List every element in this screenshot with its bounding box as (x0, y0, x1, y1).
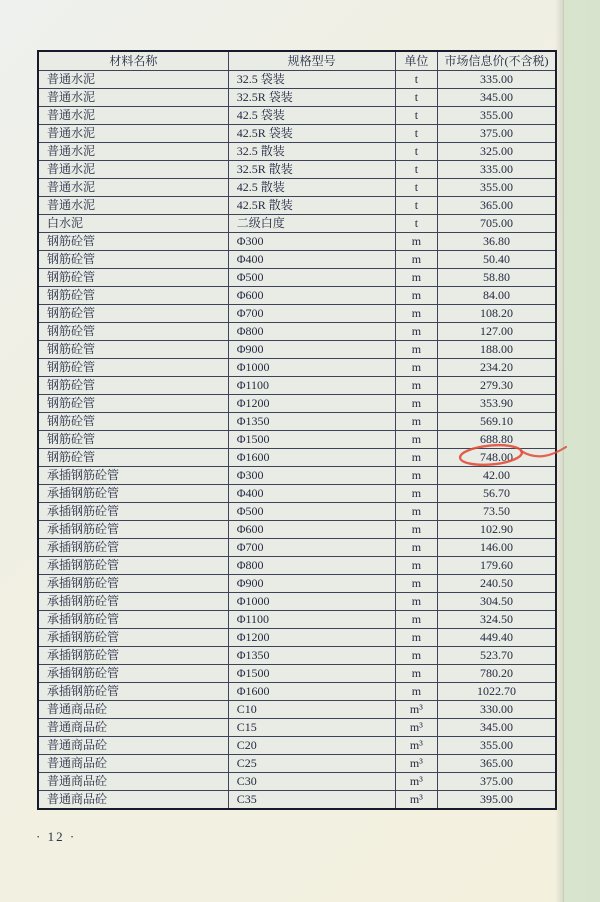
cell-unit: m³ (395, 701, 437, 719)
cell-spec-model: 42.5R 散装 (228, 197, 395, 215)
cell-material-name: 钢筋砼管 (38, 233, 228, 251)
cell-market-price: 324.50 (438, 611, 556, 629)
cell-market-price: 335.00 (438, 161, 556, 179)
cell-market-price: 108.20 (438, 305, 556, 323)
table-row (38, 701, 556, 719)
cell-market-price: 325.00 (438, 143, 556, 161)
cell-unit: t (395, 179, 437, 197)
cell-unit: m (395, 593, 437, 611)
cell-market-price: 234.20 (438, 359, 556, 377)
cell-unit: m (395, 647, 437, 665)
cell-spec-model: Φ700 (228, 305, 395, 323)
cell-market-price: 345.00 (438, 719, 556, 737)
cell-material-name: 钢筋砼管 (38, 269, 228, 287)
cell-material-name: 钢筋砼管 (38, 323, 228, 341)
cell-spec-model: Φ600 (228, 521, 395, 539)
cell-unit: m (395, 629, 437, 647)
cell-spec-model: Φ1500 (228, 665, 395, 683)
cell-market-price: 73.50 (438, 503, 556, 521)
table-row (38, 89, 556, 107)
cell-material-name: 普通水泥 (38, 125, 228, 143)
cell-material-name: 普通商品砼 (38, 755, 228, 773)
cell-unit: t (395, 71, 437, 89)
cell-spec-model: Φ1200 (228, 395, 395, 413)
cell-market-price: 688.80 (438, 431, 556, 449)
cell-material-name: 钢筋砼管 (38, 395, 228, 413)
cell-unit: m (395, 683, 437, 701)
cell-material-name: 普通商品砼 (38, 719, 228, 737)
table-row (38, 377, 556, 395)
cell-market-price: 780.20 (438, 665, 556, 683)
cell-unit: m³ (395, 737, 437, 755)
cell-material-name: 普通水泥 (38, 107, 228, 125)
cell-spec-model: C35 (228, 791, 395, 810)
cell-material-name: 承插钢筋砼管 (38, 683, 228, 701)
table-row (38, 503, 556, 521)
cell-material-name: 承插钢筋砼管 (38, 521, 228, 539)
cell-material-name: 普通商品砼 (38, 701, 228, 719)
cell-market-price: 569.10 (438, 413, 556, 431)
cell-unit: m (395, 575, 437, 593)
cell-unit: t (395, 125, 437, 143)
table-row (38, 593, 556, 611)
cell-unit: m (395, 305, 437, 323)
cell-spec-model: C15 (228, 719, 395, 737)
cell-material-name: 承插钢筋砼管 (38, 647, 228, 665)
cell-market-price: 304.50 (438, 593, 556, 611)
table-row (38, 107, 556, 125)
cell-spec-model: Φ1500 (228, 431, 395, 449)
cell-material-name: 普通水泥 (38, 71, 228, 89)
header-material-name: 材料名称 (38, 51, 228, 71)
cell-unit: m (395, 377, 437, 395)
cell-material-name: 承插钢筋砼管 (38, 611, 228, 629)
cell-spec-model: Φ500 (228, 269, 395, 287)
table-row (38, 269, 556, 287)
header-unit: 单位 (395, 51, 437, 71)
table-row (38, 431, 556, 449)
cell-unit: t (395, 143, 437, 161)
cell-material-name: 普通水泥 (38, 161, 228, 179)
cell-spec-model: 二级白度 (228, 215, 395, 233)
cell-market-price: 365.00 (438, 197, 556, 215)
cell-unit: m (395, 521, 437, 539)
cell-spec-model: Φ600 (228, 287, 395, 305)
table-row (38, 791, 556, 810)
table-row (38, 629, 556, 647)
cell-unit: m (395, 665, 437, 683)
cell-unit: m³ (395, 719, 437, 737)
cell-spec-model: 32.5R 袋装 (228, 89, 395, 107)
cell-material-name: 普通水泥 (38, 197, 228, 215)
table-row (38, 305, 556, 323)
header-market-price: 市场信息价(不含税) (438, 51, 556, 71)
cell-unit: m (395, 233, 437, 251)
table-row (38, 323, 556, 341)
cell-market-price: 375.00 (438, 125, 556, 143)
table-row (38, 575, 556, 593)
cell-spec-model: Φ1100 (228, 611, 395, 629)
cell-market-price: 395.00 (438, 791, 556, 810)
cell-market-price: 36.80 (438, 233, 556, 251)
cell-spec-model: Φ800 (228, 323, 395, 341)
cell-unit: t (395, 215, 437, 233)
cell-unit: m (395, 287, 437, 305)
cell-market-price: 705.00 (438, 215, 556, 233)
cell-material-name: 钢筋砼管 (38, 305, 228, 323)
cell-unit: m (395, 395, 437, 413)
table-row (38, 773, 556, 791)
cell-unit: m (395, 431, 437, 449)
cell-unit: m (395, 611, 437, 629)
table-row (38, 521, 556, 539)
cell-market-price: 127.00 (438, 323, 556, 341)
cell-unit: m (395, 323, 437, 341)
cell-market-price: 345.00 (438, 89, 556, 107)
cell-unit: m (395, 269, 437, 287)
cell-unit: m (395, 557, 437, 575)
cell-spec-model: C25 (228, 755, 395, 773)
table-row (38, 647, 556, 665)
cell-spec-model: 42.5R 袋装 (228, 125, 395, 143)
cell-unit: t (395, 89, 437, 107)
table-row (38, 755, 556, 773)
cell-material-name: 普通商品砼 (38, 737, 228, 755)
table-row (38, 395, 556, 413)
cell-material-name: 普通商品砼 (38, 773, 228, 791)
cell-unit: m (395, 413, 437, 431)
table-row (38, 71, 556, 89)
table-row (38, 251, 556, 269)
cell-spec-model: Φ1100 (228, 377, 395, 395)
cell-material-name: 钢筋砼管 (38, 287, 228, 305)
cell-spec-model: Φ800 (228, 557, 395, 575)
cell-spec-model: Φ300 (228, 467, 395, 485)
table-row (38, 557, 556, 575)
cell-market-price: 279.30 (438, 377, 556, 395)
cell-market-price: 375.00 (438, 773, 556, 791)
cell-material-name: 承插钢筋砼管 (38, 665, 228, 683)
table-row (38, 683, 556, 701)
cell-material-name: 承插钢筋砼管 (38, 575, 228, 593)
cell-spec-model: 32.5 袋装 (228, 71, 395, 89)
table-row (38, 413, 556, 431)
table-row (38, 737, 556, 755)
cell-material-name: 钢筋砼管 (38, 251, 228, 269)
cell-market-price: 188.00 (438, 341, 556, 359)
cell-unit: m (395, 359, 437, 377)
cell-spec-model: Φ1000 (228, 359, 395, 377)
cell-unit: m³ (395, 773, 437, 791)
cell-market-price: 179.60 (438, 557, 556, 575)
cell-material-name: 钢筋砼管 (38, 377, 228, 395)
cell-unit: m³ (395, 755, 437, 773)
cell-spec-model: Φ1000 (228, 593, 395, 611)
table-row (38, 341, 556, 359)
table-row (38, 215, 556, 233)
cell-spec-model: Φ1350 (228, 647, 395, 665)
cell-unit: m (395, 341, 437, 359)
cell-unit: m (395, 503, 437, 521)
cell-unit: t (395, 161, 437, 179)
page-number: · 12 · (36, 829, 77, 844)
cell-market-price: 355.00 (438, 107, 556, 125)
cell-market-price: 84.00 (438, 287, 556, 305)
cell-spec-model: Φ400 (228, 485, 395, 503)
cell-unit: m (395, 449, 437, 467)
cell-market-price: 748.00 (438, 449, 556, 467)
cell-market-price: 355.00 (438, 737, 556, 755)
table-row (38, 449, 556, 467)
cell-material-name: 承插钢筋砼管 (38, 629, 228, 647)
cell-spec-model: Φ1350 (228, 413, 395, 431)
cell-market-price: 42.00 (438, 467, 556, 485)
cell-material-name: 白水泥 (38, 215, 228, 233)
table-row (38, 467, 556, 485)
cell-spec-model: Φ400 (228, 251, 395, 269)
cell-material-name: 普通水泥 (38, 143, 228, 161)
cell-spec-model: 42.5 袋装 (228, 107, 395, 125)
cell-market-price: 355.00 (438, 179, 556, 197)
cell-spec-model: Φ900 (228, 341, 395, 359)
cell-market-price: 56.70 (438, 485, 556, 503)
table-body (38, 71, 556, 810)
cell-market-price: 1022.70 (438, 683, 556, 701)
cell-spec-model: C10 (228, 701, 395, 719)
cell-market-price: 353.90 (438, 395, 556, 413)
table-row (38, 359, 556, 377)
cell-unit: t (395, 197, 437, 215)
cell-spec-model: 42.5 散装 (228, 179, 395, 197)
cell-spec-model: Φ1600 (228, 449, 395, 467)
cell-spec-model: 32.5 散装 (228, 143, 395, 161)
cell-market-price: 146.00 (438, 539, 556, 557)
cell-material-name: 承插钢筋砼管 (38, 557, 228, 575)
table-row (38, 611, 556, 629)
cell-market-price: 102.90 (438, 521, 556, 539)
cell-unit: m (395, 485, 437, 503)
cell-material-name: 钢筋砼管 (38, 431, 228, 449)
cell-spec-model: 32.5R 散装 (228, 161, 395, 179)
table-row (38, 485, 556, 503)
cell-unit: m (395, 467, 437, 485)
cell-spec-model: Φ900 (228, 575, 395, 593)
table-row (38, 665, 556, 683)
cell-market-price: 50.40 (438, 251, 556, 269)
cell-spec-model: C20 (228, 737, 395, 755)
cell-spec-model: Φ500 (228, 503, 395, 521)
cell-spec-model: Φ300 (228, 233, 395, 251)
table-row (38, 719, 556, 737)
cell-unit: t (395, 107, 437, 125)
cell-spec-model: Φ700 (228, 539, 395, 557)
cell-market-price: 240.50 (438, 575, 556, 593)
cell-market-price: 330.00 (438, 701, 556, 719)
cell-unit: m (395, 539, 437, 557)
cell-market-price: 449.40 (438, 629, 556, 647)
table-row (38, 161, 556, 179)
cell-material-name: 承插钢筋砼管 (38, 485, 228, 503)
cell-material-name: 钢筋砼管 (38, 359, 228, 377)
cell-market-price: 365.00 (438, 755, 556, 773)
cell-market-price: 335.00 (438, 71, 556, 89)
table-header (38, 51, 556, 71)
header-spec-model: 规格型号 (228, 51, 395, 71)
cell-unit: m³ (395, 791, 437, 810)
header-row (38, 51, 556, 71)
table-row (38, 233, 556, 251)
cell-material-name: 承插钢筋砼管 (38, 467, 228, 485)
cell-material-name: 承插钢筋砼管 (38, 593, 228, 611)
table-row (38, 125, 556, 143)
cell-material-name: 承插钢筋砼管 (38, 539, 228, 557)
cell-market-price: 58.80 (438, 269, 556, 287)
table-row (38, 143, 556, 161)
cell-spec-model: Φ1200 (228, 629, 395, 647)
cell-material-name: 普通水泥 (38, 179, 228, 197)
cell-spec-model: C30 (228, 773, 395, 791)
table-row (38, 287, 556, 305)
cell-material-name: 普通水泥 (38, 89, 228, 107)
cell-unit: m (395, 251, 437, 269)
cell-material-name: 普通商品砼 (38, 791, 228, 810)
table-row (38, 197, 556, 215)
cell-material-name: 钢筋砼管 (38, 449, 228, 467)
cell-market-price: 523.70 (438, 647, 556, 665)
table-row (38, 539, 556, 557)
cell-material-name: 钢筋砼管 (38, 413, 228, 431)
cell-material-name: 钢筋砼管 (38, 341, 228, 359)
table-row (38, 179, 556, 197)
cell-spec-model: Φ1600 (228, 683, 395, 701)
cell-material-name: 承插钢筋砼管 (38, 503, 228, 521)
material-price-table (37, 50, 557, 810)
